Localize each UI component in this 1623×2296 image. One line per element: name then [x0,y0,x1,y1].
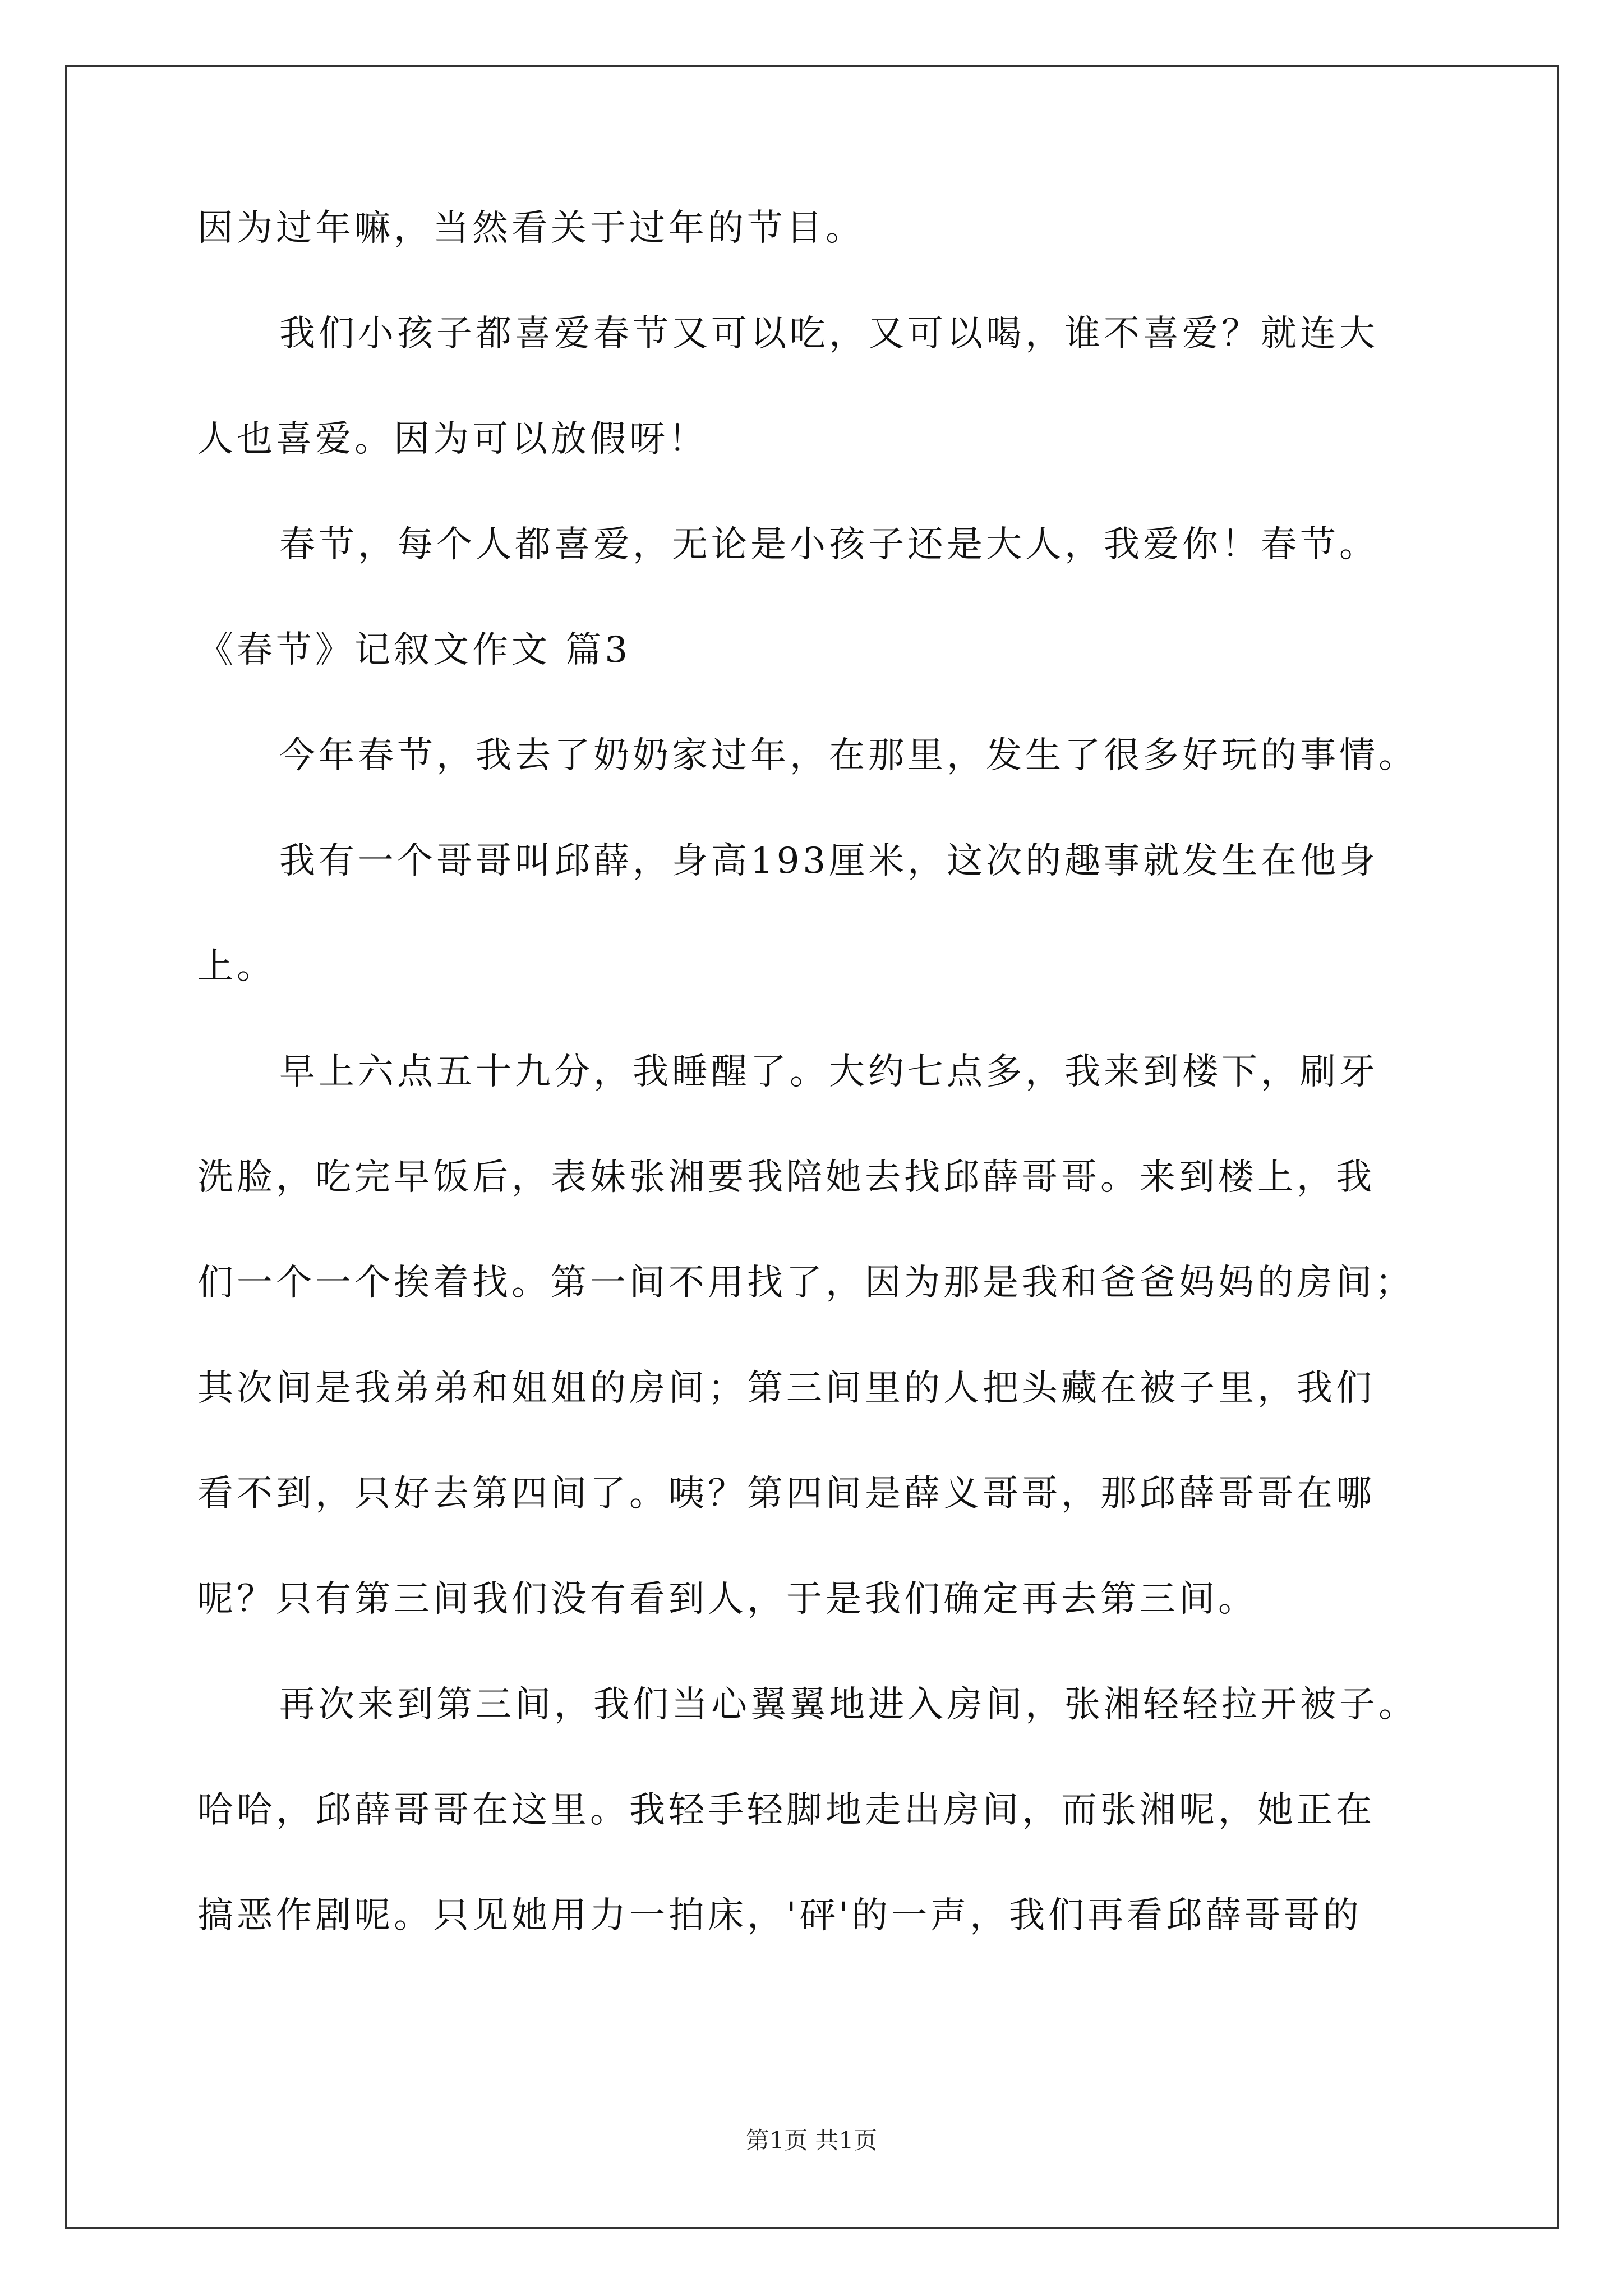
text-line: 因为过年嘛，当然看关于过年的节目。 [197,208,865,249]
paragraph-first-line: 春节，每个人都喜爱，无论是小孩子还是大人，我爱你！春节。 [279,524,1378,565]
text-line: 其次间是我弟弟和姐姐的房间；第三间里的人把头藏在被子里，我们 [197,1368,1375,1409]
text-line: 哈哈，邱薛哥哥在这里。我轻手轻脚地走出房间，而张湘呢，她正在 [197,1789,1375,1831]
section-heading: 《春节》记叙文作文 篇3 [197,629,631,671]
text-line: 人也喜爱。因为可以放假呀！ [197,418,708,460]
text-line: 呢？只有第三间我们没有看到人，于是我们确定再去第三间。 [197,1579,1257,1620]
paragraph-first-line: 我们小孩子都喜爱春节又可以吃，又可以喝，谁不喜爱？就连大 [279,313,1378,355]
text-line: 上。 [197,946,276,987]
paragraph-first-line: 我有一个哥哥叫邱薛，身高193厘米，这次的趣事就发生在他身 [279,840,1379,882]
text-line: 搞恶作剧呢。只见她用力一拍床，'砰'的一声，我们再看邱薛哥哥的 [197,1895,1363,1936]
text-line: 看不到，只好去第四间了。咦？第四间是薛义哥哥，那邱薛哥哥在哪 [197,1473,1375,1515]
page-footer: 第1页 共1页 [745,2127,878,2154]
paragraph-first-line: 今年春节，我去了奶奶家过年，在那里，发生了很多好玩的事情。 [279,735,1418,776]
paragraph-first-line: 再次来到第三间，我们当心翼翼地进入房间，张湘轻轻拉开被子。 [279,1684,1418,1726]
text-line: 洗脸，吃完早饭后，表妹张湘要我陪她去找邱薛哥哥。来到楼上，我 [197,1157,1375,1198]
paragraph-first-line: 早上六点五十九分，我睡醒了。大约七点多，我来到楼下，刷牙 [279,1051,1378,1093]
text-line: 们一个一个挨着找。第一间不用找了，因为那是我和爸爸妈妈的房间； [197,1262,1414,1304]
